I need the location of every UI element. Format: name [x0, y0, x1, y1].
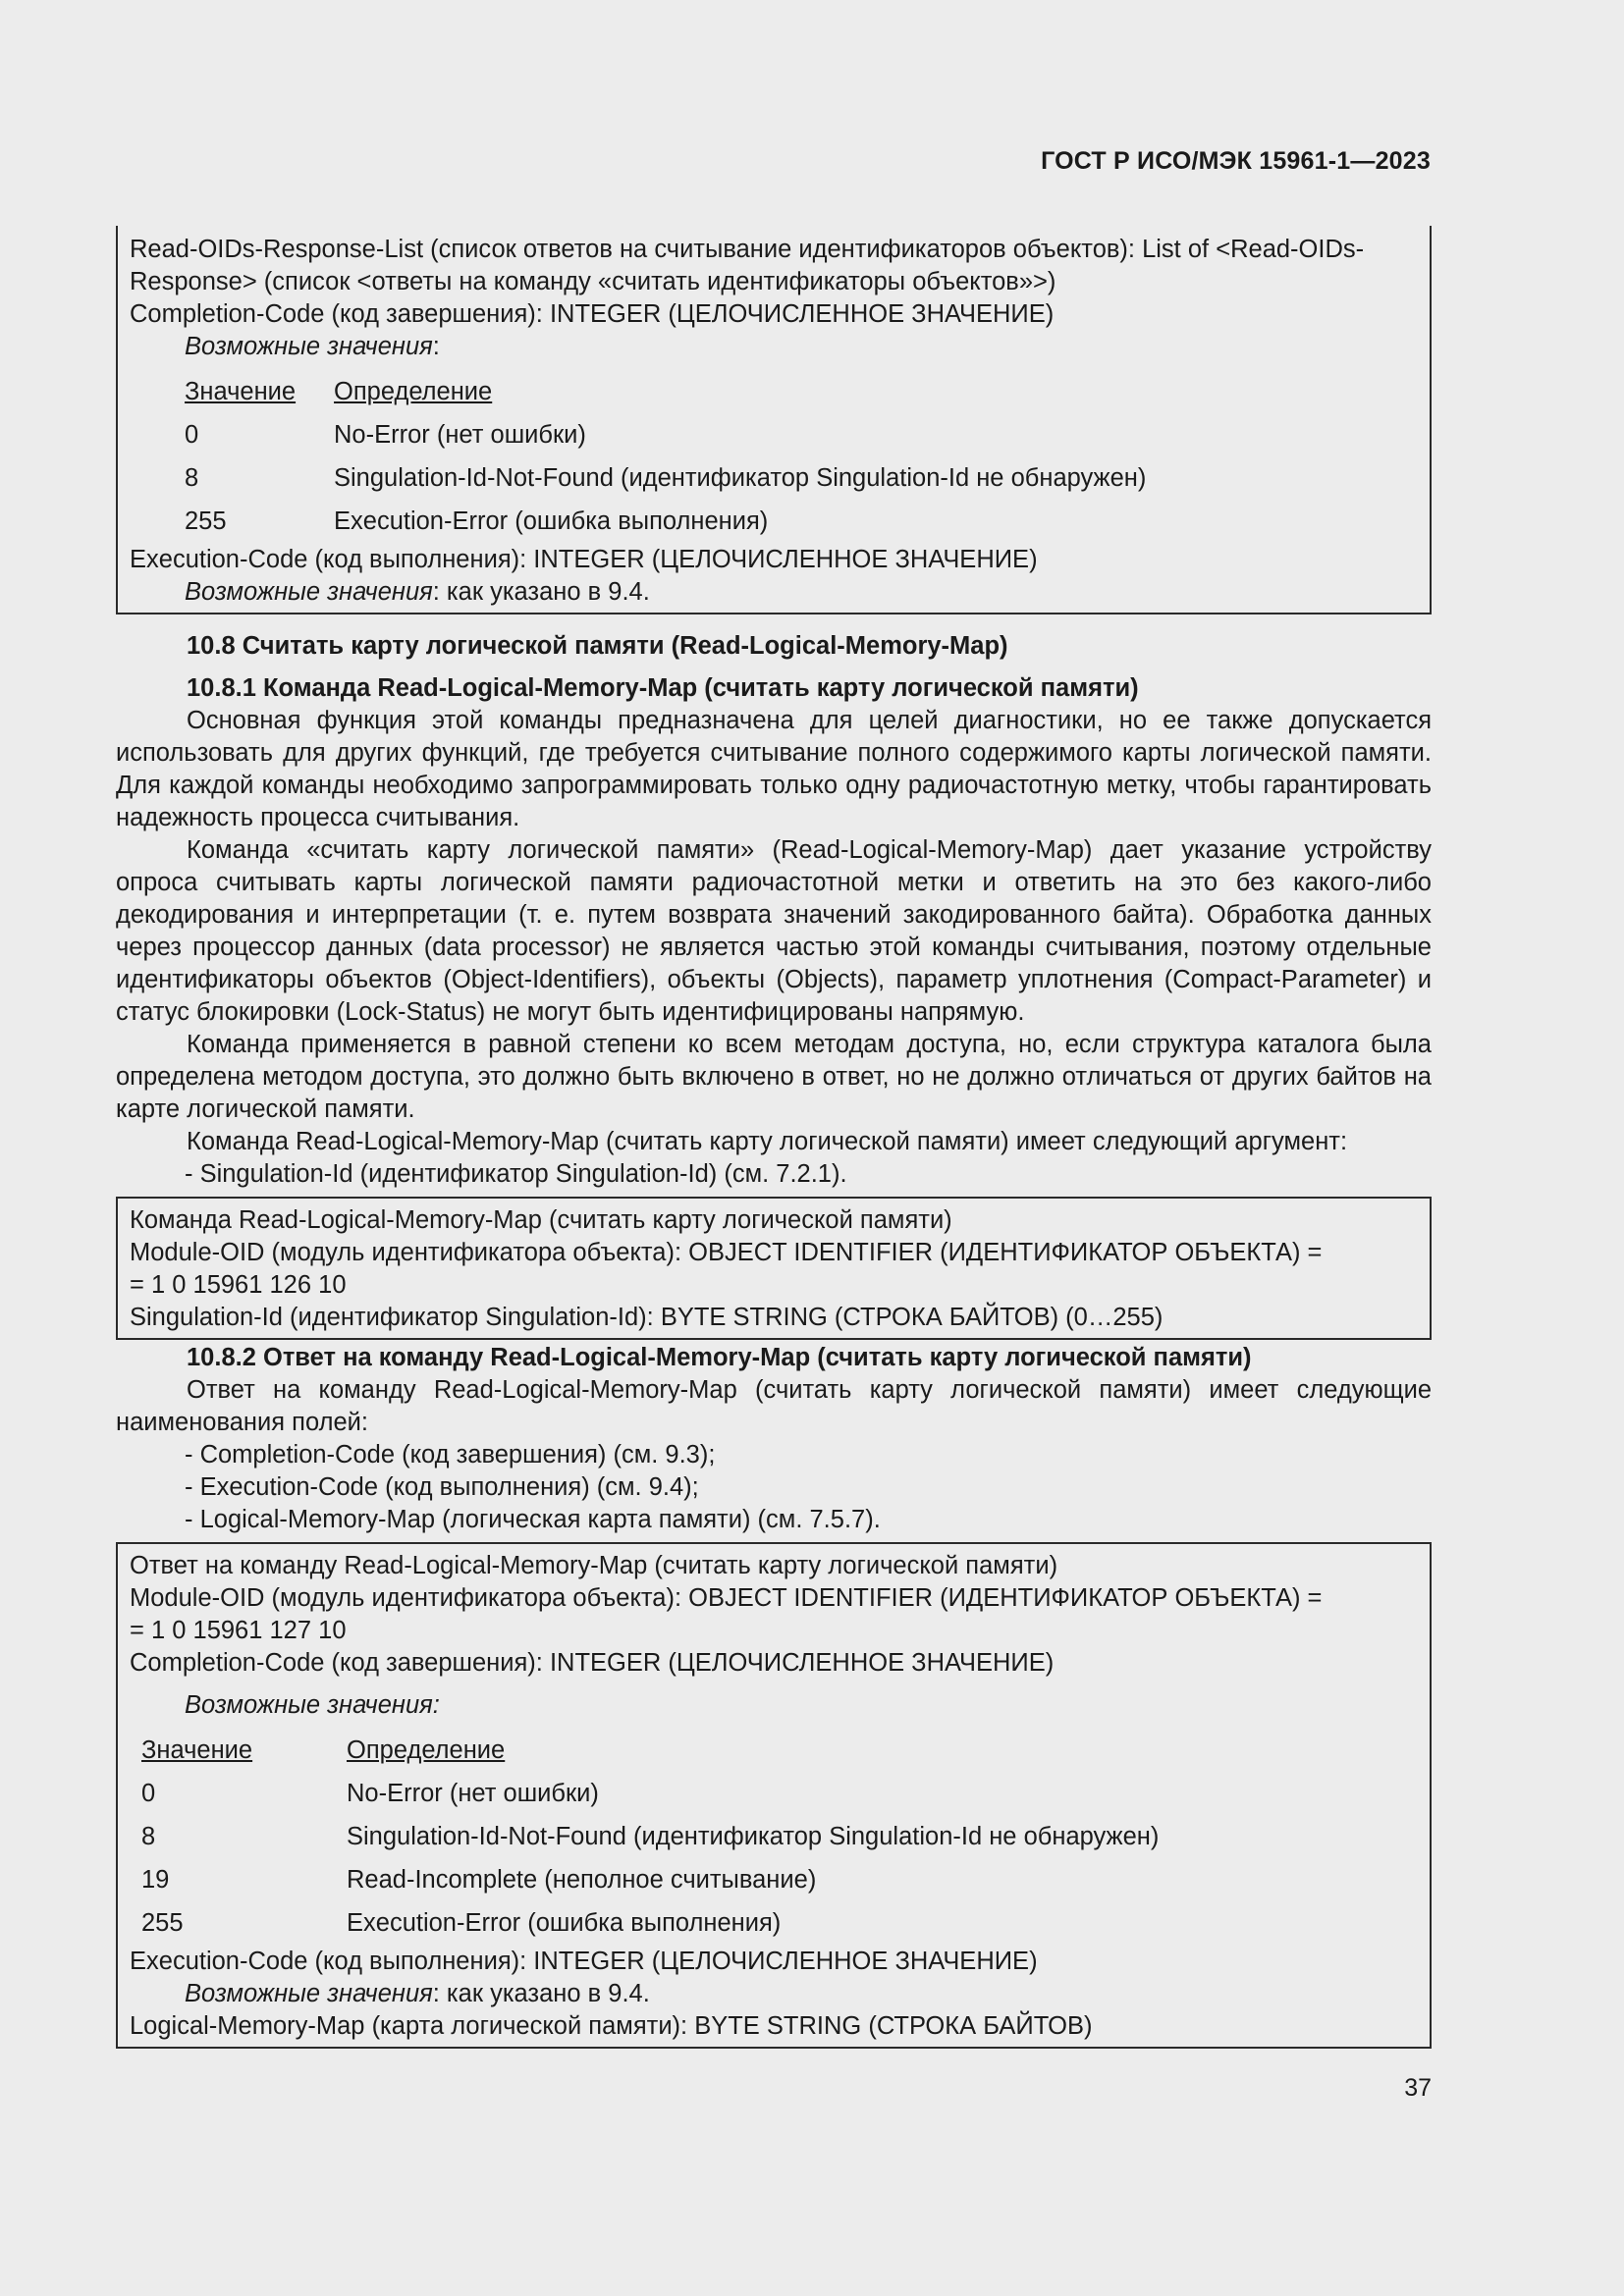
possible-values-rest: : как указано в 9.4.	[432, 578, 650, 606]
list-item: - Logical-Memory-Map (логическая карта памяти) (см. 7.5.7).	[185, 1506, 881, 1533]
row-definition: No-Error (нет ошибки)	[347, 1779, 599, 1807]
possible-values-text: Возможные значения	[185, 333, 433, 360]
logical-memory-map-line: Logical-Memory-Map (карта логической памяти): BYTE STRING (СТРОКА БАЙТОВ)	[130, 2012, 1093, 2040]
row-definition: Singulation-Id-Not-Found (идентификатор Singulation-Id не обнаружен)	[347, 1822, 1160, 1850]
box-line: Команда Read-Logical-Memory-Map (считать карту логической памяти)	[130, 1206, 952, 1234]
section-10-8-2-heading: 10.8.2 Ответ на команду Read-Logical-Memory-Map (считать карту логической памяти)	[187, 1344, 1252, 1371]
document-header: ГОСТ Р ИСО/МЭК 15961-1—2023	[1041, 147, 1431, 175]
possible-values-text: Возможные значения	[185, 578, 433, 606]
asn-box-read-oids-response	[116, 226, 1432, 614]
row-value: 19	[141, 1865, 170, 1894]
row-value: 255	[185, 507, 227, 535]
col-header-definition: Определение	[334, 377, 493, 405]
table-row	[141, 1901, 1159, 1945]
possible-values-label	[130, 331, 1420, 363]
asn-box-read-lmm-command	[116, 1197, 1432, 1340]
asn-box-read-lmm-response	[116, 1542, 1432, 2049]
page-content	[116, 226, 1432, 2049]
row-value: 255	[141, 1908, 184, 1937]
row-definition: Execution-Error (ошибка выполнения)	[334, 507, 769, 535]
box-line: = 1 0 15961 126 10	[130, 1271, 347, 1299]
paragraph: Команда «считать карту логической памяти» (Read-Logical-Memory-Map) дает указание устройству опроса считывать карты логической памяти радиочастотной метки и ответить на это без какого-либо декодирования и интерпретации (т. е. путем возврата значений закодированного байта). Обработка данных через процессор данных (data processor) не является частью этой команды считывания, поэтому отдельные идентификаторы объектов (Object-Identifiers), объекты (Objects), параметр уплотнения (Compact-Parameter) и статус блокировки (Lock-Status) не могут быть идентифицированы напрямую.	[116, 836, 1432, 1026]
response-list-line: Read-OIDs-Response-List (список ответов на считывание идентификаторов объектов): List of <Read-OIDs-Response> (список <ответы на команду «считать идентификаторы объектов»>)	[130, 236, 1365, 295]
table-row	[141, 1858, 1159, 1901]
possible-values-label: Возможные значения:	[185, 1691, 440, 1719]
table-row	[185, 413, 1146, 456]
row-definition: Execution-Error (ошибка выполнения)	[347, 1908, 782, 1937]
table-row	[141, 1772, 1159, 1815]
row-value: 0	[141, 1779, 156, 1807]
list-item: - Singulation-Id (идентификатор Singulation-Id) (см. 7.2.1).	[185, 1160, 847, 1188]
box-line: Ответ на команду Read-Logical-Memory-Map (считать карту логической памяти)	[130, 1552, 1058, 1579]
box-line: = 1 0 15961 127 10	[130, 1617, 347, 1644]
row-definition: Singulation-Id-Not-Found (идентификатор Singulation-Id не обнаружен)	[334, 463, 1147, 492]
values-table	[185, 370, 1146, 543]
table-row	[185, 456, 1146, 500]
row-value: 0	[185, 420, 199, 449]
execution-code-line: Execution-Code (код выполнения): INTEGER (ЦЕЛОЧИСЛЕННОЕ ЗНАЧЕНИЕ)	[130, 1948, 1038, 1975]
paragraph: Ответ на команду Read-Logical-Memory-Map (считать карту логической памяти) имеет следующие наименования полей:	[116, 1376, 1432, 1436]
paragraph: Основная функция этой команды предназначена для целей диагностики, но ее также допускается использовать для других функций, где требуется считывание полного содержимого карты логической памяти. Для каждой команды необходимо запрограммировать только одну радиочастотную метку, чтобы гарантировать надежность процесса считывания.	[116, 707, 1432, 831]
values-table	[141, 1729, 1159, 1945]
possible-values-rest: : как указано в 9.4.	[432, 1980, 650, 2007]
box-line: Module-OID (модуль идентификатора объекта): OBJECT IDENTIFIER (ИДЕНТИФИКАТОР ОБЪЕКТА) =	[130, 1239, 1323, 1266]
execution-code-line: Execution-Code (код выполнения): INTEGER (ЦЕЛОЧИСЛЕННОЕ ЗНАЧЕНИЕ)	[130, 546, 1038, 573]
completion-code-line: Completion-Code (код завершения): INTEGER (ЦЕЛОЧИСЛЕННОЕ ЗНАЧЕНИЕ)	[130, 1649, 1055, 1677]
page-number: 37	[1404, 2074, 1432, 2102]
box-line: Singulation-Id (идентификатор Singulation-Id): BYTE STRING (СТРОКА БАЙТОВ) (0…255)	[130, 1304, 1164, 1331]
possible-values-text: Возможные значения	[185, 1980, 433, 2007]
section-10-8-heading: 10.8 Считать карту логической памяти (Read-Logical-Memory-Map)	[187, 632, 1008, 660]
col-header-definition: Определение	[347, 1735, 506, 1764]
paragraph: Команда применяется в равной степени ко всем методам доступа, но, если структура каталога была определена методом доступа, это должно быть включено в ответ, но не должно отличаться от других байтов на карте логической памяти.	[116, 1031, 1432, 1123]
row-value: 8	[141, 1822, 156, 1850]
row-value: 8	[185, 463, 199, 492]
possible-values-colon: :	[432, 333, 440, 360]
row-definition: Read-Incomplete (неполное считывание)	[347, 1865, 817, 1894]
values-table-header	[185, 370, 1146, 413]
paragraph: Команда Read-Logical-Memory-Map (считать карту логической памяти) имеет следующий аргумент:	[187, 1128, 1348, 1155]
table-row	[141, 1815, 1159, 1858]
col-header-value: Значение	[141, 1735, 253, 1764]
box-line: Module-OID (модуль идентификатора объекта): OBJECT IDENTIFIER (ИДЕНТИФИКАТОР ОБЪЕКТА) =	[130, 1584, 1323, 1612]
col-header-value: Значение	[185, 377, 297, 405]
values-table-header	[141, 1729, 1159, 1772]
table-row	[185, 500, 1146, 543]
list-item: - Execution-Code (код выполнения) (см. 9.4);	[185, 1473, 699, 1501]
possible-values-ref	[130, 1978, 1420, 2010]
list-item: - Completion-Code (код завершения) (см. 9.3);	[185, 1441, 716, 1468]
completion-code-line: Completion-Code (код завершения): INTEGER (ЦЕЛОЧИСЛЕННОЕ ЗНАЧЕНИЕ)	[130, 300, 1055, 328]
possible-values-ref	[130, 576, 1420, 609]
section-10-8-1-heading: 10.8.1 Команда Read-Logical-Memory-Map (считать карту логической памяти)	[187, 674, 1139, 702]
row-definition: No-Error (нет ошибки)	[334, 420, 586, 449]
